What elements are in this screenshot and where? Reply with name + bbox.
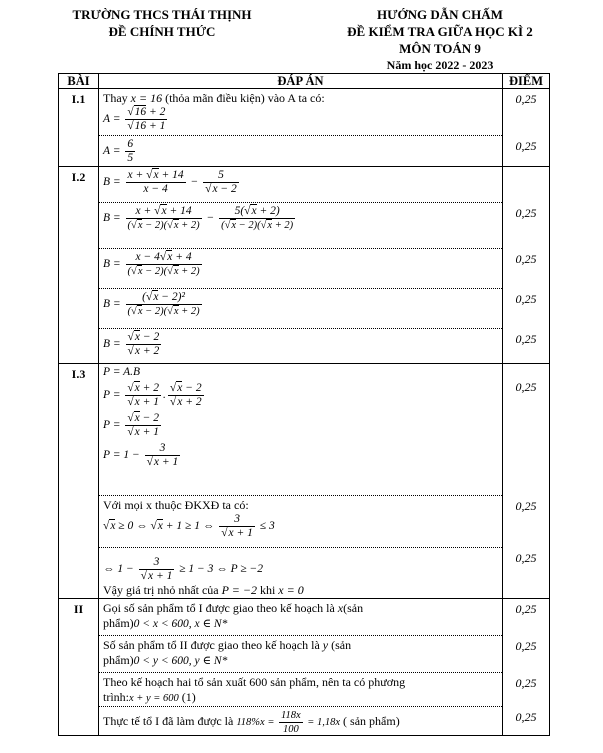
doc-title: HƯỚNG DẪN CHẤM bbox=[377, 7, 503, 22]
answer-step bbox=[99, 249, 502, 289]
exam-header bbox=[300, 6, 580, 74]
answer-cell bbox=[99, 599, 503, 736]
answer-step: Số sản phẩm tổ II được giao theo kế hoạch là y (sản phẩm)0 < y < 600, y ∈ N* bbox=[99, 636, 502, 673]
answer-step bbox=[99, 167, 502, 203]
school-header bbox=[52, 6, 272, 40]
formula: ⇔ 1 − $\frac{3}{√x + 1}$ ≥ 1 − 3 ⇔ P ≥ −2 bbox=[103, 556, 264, 582]
section-label: II bbox=[59, 599, 99, 736]
section-label: I.1 bbox=[59, 89, 99, 167]
answer-cell bbox=[99, 167, 503, 364]
score: 0,25 bbox=[515, 206, 537, 220]
col-dapan: ĐÁP ÁN bbox=[99, 74, 503, 89]
formula: P = A.B bbox=[103, 366, 141, 378]
formula: B = $\frac{\text{(√x − 2)²}}{(√x - 2)(√x + 2)}$ bbox=[103, 291, 200, 317]
score: 0,25 bbox=[515, 710, 537, 724]
formula: B = $\frac{x + √x + 14}{(√x - 2)(√x + 2)}$ − $\frac{5(√x + 2)}{(√x - 2)(√x + 2)}$ bbox=[103, 205, 294, 231]
formula: A = $\frac{6}{5}$ bbox=[103, 138, 134, 164]
formula: B = $\frac{x - 4√x + 4}{(√x - 2)(√x + 2)}$ bbox=[103, 251, 200, 277]
score: 0,25 bbox=[515, 292, 537, 306]
score: 0,25 bbox=[515, 92, 537, 106]
formula: P = $\frac{√x - 2}{√x + 1}$ bbox=[103, 412, 160, 438]
school-name: TRƯỜNG THCS THÁI THỊNH bbox=[72, 7, 252, 22]
section-i1 bbox=[59, 89, 550, 167]
score: 0,25 bbox=[515, 551, 537, 565]
answer-cell bbox=[99, 89, 503, 167]
official-label: ĐỀ CHÍNH THỨC bbox=[108, 24, 216, 39]
score: 0,25 bbox=[515, 332, 537, 346]
answer-step: Thay x = 16 (thỏa mãn điều kiện) vào A ta có: A = $\frac{√16 + 2}{√16 + 1}$ bbox=[99, 89, 502, 136]
formula: A = $\frac{√16 + 2}{√16 + 1}$ bbox=[103, 106, 166, 132]
answer-step: ⇔ 1 − $\frac{3}{√x + 1}$ ≥ 1 − 3 ⇔ P ≥ −2 Vậy giá trị nhỏ nhất của P = −2 khi x = 0 bbox=[99, 548, 502, 598]
section-i2 bbox=[59, 167, 550, 364]
answer-step bbox=[99, 329, 502, 363]
answer-step: Với mọi x thuộc ĐKXĐ ta có: √x ≥ 0 ⇔ √x + 1 ≥ 1 ⇔ $\frac{3}{√x + 1}$ ≤ 3 bbox=[99, 496, 502, 548]
score: 0,25 bbox=[515, 380, 537, 394]
answer-step: Thực tế tổ I đã làm được là 118%x = $\frac{118x}{100}$ = 1,18x ( sản phẩm) bbox=[103, 710, 400, 735]
section-i3 bbox=[59, 364, 550, 599]
formula: B = $\frac{x + √x + 14}{x - 4}$ − $\frac{5}{√x - 2}$ bbox=[103, 169, 237, 195]
answer-cell bbox=[99, 364, 503, 599]
score: 0,25 bbox=[515, 499, 537, 513]
answer-step: Gọi số sản phẩm tổ I được giao theo kế hoạch là x(sản phẩm)0 < x < 600, x ∈ N* bbox=[99, 599, 502, 636]
answer-step bbox=[99, 289, 502, 329]
answer-step: Theo kế hoạch hai tổ sản xuất 600 sản phẩm, nên ta có phương trình:x + y = 600 (1) bbox=[99, 673, 502, 707]
formula: P = 1 − $\frac{3}{√x + 1}$ bbox=[103, 442, 179, 468]
col-bai: BÀI bbox=[59, 74, 99, 89]
doc-subject: MÔN TOÁN 9 bbox=[399, 41, 481, 56]
col-diem: ĐIỂM bbox=[503, 74, 550, 89]
section-ii bbox=[59, 599, 550, 736]
score: 0,25 bbox=[515, 639, 537, 653]
school-year: Năm học 2022 - 2023 bbox=[386, 58, 494, 72]
doc-subtitle: ĐỀ KIỂM TRA GIỮA HỌC KÌ 2 bbox=[347, 24, 533, 39]
formula: B = $\frac{√x - 2}{√x + 2}$ bbox=[103, 331, 160, 357]
answer-step bbox=[99, 203, 502, 249]
answer-step bbox=[99, 364, 502, 496]
score: 0,25 bbox=[515, 252, 537, 266]
formula: √x ≥ 0 ⇔ √x + 1 ≥ 1 ⇔ $\frac{3}{√x + 1}$ ≤ 3 bbox=[103, 513, 275, 539]
table-header-row bbox=[59, 74, 550, 89]
formula: P = $\frac{√x + 2}{√x + 1}$ . $\frac{√x - 2}{√x + 2}$ bbox=[103, 382, 202, 408]
score: 0,25 bbox=[515, 676, 537, 690]
answer-table bbox=[58, 73, 550, 736]
score: 0,25 bbox=[515, 602, 537, 616]
section-label: I.3 bbox=[59, 364, 99, 599]
section-label: I.2 bbox=[59, 167, 99, 364]
answer-step bbox=[99, 136, 502, 166]
score: 0,25 bbox=[515, 139, 537, 153]
